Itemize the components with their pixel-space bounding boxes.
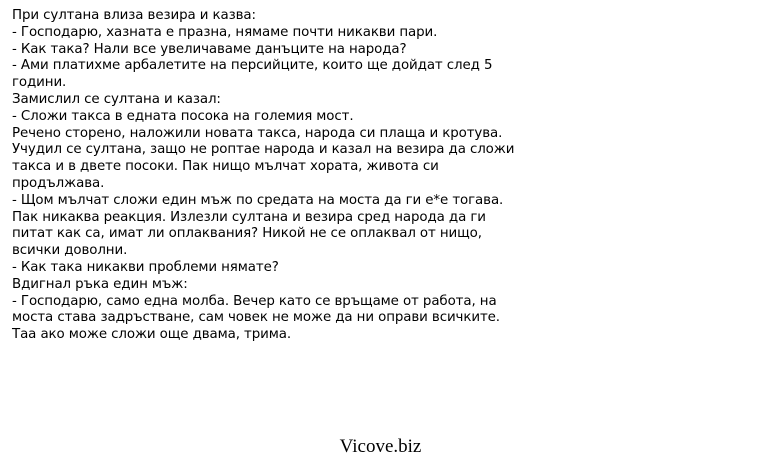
joke-line-12: - Щом мълчат сложи един мъж по средата на моста да ги е*е тогава. (12, 192, 504, 208)
joke-line-16: - Как така никакви проблеми нямате? (12, 259, 279, 275)
joke-line-20: Таа ако може сложи още двама, трима. (12, 327, 292, 343)
joke-line-2: - Господарю, хазната е празна, нямаме почти никакви пари. (12, 24, 438, 40)
joke-line-14: питат как са, имат ли оплаквания? Никой не се оплаквал от нищо, (12, 226, 482, 242)
joke-line-15: всички доволни. (12, 243, 128, 259)
joke-line-19: моста става задръстване, сам човек не може да ни оправи всичките. (12, 310, 500, 326)
joke-line-13: Пак никаква реакция. Излезли султана и везира сред народа да ги (12, 209, 486, 225)
joke-line-17: Вдигнал ръка един мъж: (12, 276, 188, 292)
joke-line-7: - Сложи такса в едната посока на големия мост. (12, 108, 354, 124)
joke-line-10: такса и в двете посоки. Пак нищо мълчат хората, живота си (12, 159, 439, 175)
joke-line-4: - Ами платихме арбалетите на персийците, които ще дойдат след 5 (12, 58, 493, 74)
joke-line-5: години. (12, 75, 67, 91)
joke-line-3: - Как така? Нали все увеличаваме данъците на народа? (12, 41, 407, 57)
joke-text (12, 8, 572, 344)
joke-line-18: - Господарю, само една молба. Вечер като се връщаме от работа, на (12, 293, 497, 309)
joke-line-11: продължава. (12, 175, 105, 191)
joke-line-8: Речено сторено, наложили новата такса, народа си плаща и кротува. (12, 125, 503, 141)
site-watermark: Vicove.biz (339, 436, 422, 457)
joke-line-6: Замислил се султана и казал: (12, 91, 221, 107)
joke-line-9: Учудил се султана, защо не роптае народа и казал на везира да сложи (12, 142, 515, 158)
joke-line-1: При султана влиза везира и казва: (12, 8, 256, 23)
